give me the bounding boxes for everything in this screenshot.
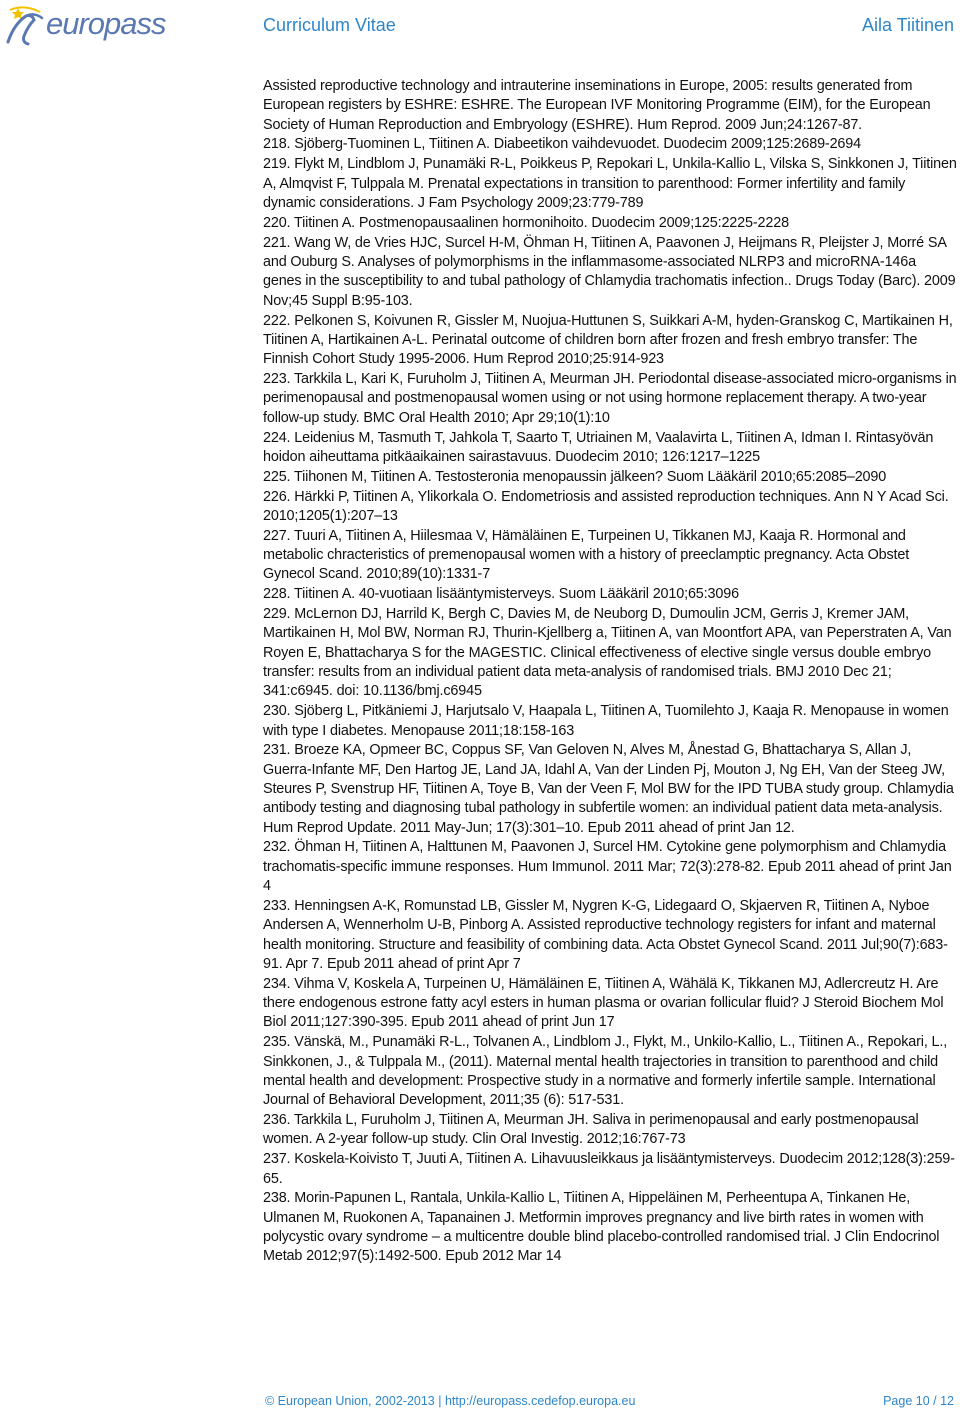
publication-entry: 218. Sjöberg-Tuominen L, Tiitinen A. Diabeetikon vaihdevuodet. Duodecim 2009;125:2689-2694 [263,136,861,153]
publication-entry: 236. Tarkkila L, Furuholm J, Tiitinen A, Meurman JH. Saliva in perimenopausal and early postmenopausal women. A 2-year follow-up study. Clin Oral Investig. 2012;16:767-73 [263,1112,919,1148]
footer-copyright-line [265,1394,635,1408]
logo-text: europass [46,6,166,41]
publication-entry: 234. Vihma V, Koskela A, Turpeinen U, Hämäläinen E, Tiitinen A, Wähälä K, Tikkanen MJ, Adlercreutz H. Are there endogenous estrone fatty acyl esters in human plasma or ovarian follicular fluid? J Steroid Biochem Mol Biol 2011;127:390-395. Epub 2011 ahead of print Jun 17 [263,975,944,1031]
publication-entry: 224. Leidenius M, Tasmuth T, Jahkola T, Saarto T, Utriainen M, Vaalavirta L, Tiitinen A, Idman I. Rintasyövän hoidon aiheuttama pitkäaikainen sairastavuus. Duodecim 2010; 126:1217–1225 [263,429,934,465]
publication-entry: 226. Härkki P, Tiitinen A, Ylikorkala O. Endometriosis and assisted reproduction techniques. Ann N Y Acad Sci. 2010;1205(1):207–13 [263,488,949,524]
publication-entry: 231. Broeze KA, Opmeer BC, Coppus SF, Van Geloven N, Alves M, Ånestad G, Bhattacharya S, Allan J, Guerra-Infante MF, Den Hartog JE, Land JA, Idahl A, Van der Linden Pj, Mouton J, Ng EH, Van der Steeg JW, Steures P, Svenstrup HF, Tiitinen A, Toye B, Van der Veen F, Mol BW for the IPD TUBA study group. Chlamydia antibody testing and diagnosing tubal pathology in subfertile women: an individual patient data meta-analysis. Hum Reprod Update. 2011 May-Jun; 17(3):301–10. Epub 2011 ahead of print Jan 12. [263,742,954,836]
publication-entry: 235. Vänskä, M., Punamäki R-L., Tolvanen A., Lindblom J., Flykt, M., Unkilo-Kallio, L., Tiitinen A., Repokari, L., Sinkkonen, J., & Tulppala M., (2011). Maternal mental health trajectories in transition to parenthood and child mental health and development: Prospective study in a normative and formerly infertile sample. International Journal of Behavioral Development, 2011;35 (6): 517-531. [263,1034,948,1109]
publication-entry: 225. Tiihonen M, Tiitinen A. Testosteronia menopaussin jälkeen? Suom Lääkäril 2010;65:2085–2090 [263,468,887,485]
publication-entry: 220. Tiitinen A. Postmenopausaalinen hormonihoito. Duodecim 2009;125:2225-2228 [263,214,789,231]
publication-entry: 229. McLernon DJ, Harrild K, Bergh C, Davies M, de Neuborg D, Dumoulin JCM, Gerris J, Kremer JAM, Martikainen H, Mol BW, Norman RJ, Thurin-Kjellberg a, Tiitinen A, van Moontfort APA, van Peperstraten A, Van Royen E, Bhattacharya S for the MAGESTIC. Clinical effectiveness of elective single versus double embryo transfer: results from an individual patient data meta-analysis of randomised trials. BMJ 2010 Dec 21; 341:c6945. doi: 10.1136/bmj.c6945 [263,606,952,700]
publication-list [263,77,958,1267]
page-number: Page 10 / 12 [883,1394,954,1408]
document-title: Curriculum Vitae [263,15,396,35]
publication-entry: Assisted reproductive technology and intrauterine inseminations in Europe, 2005: results generated from European registers by ESHRE: ESHRE. The European IVF Monitoring Programme (EIM), for the European Society of Human Reproduction and Embryology (ESHRE). Hum Reprod. 2009 Jun;24:1267-87. [263,78,931,133]
publication-entry: 219. Flykt M, Lindblom J, Punamäki R-L, Poikkeus P, Repokari L, Unkila-Kallio L, Vilska S, Sinkkonen J, Tiitinen A, Almqvist F, Tulppala M. Prenatal expectations in transition to parenthood: Former infertility and family dynamic considerations. J Fam Psychology 2009;23:779-789 [263,156,957,211]
publication-entry: 238. Morin-Papunen L, Rantala, Unkila-Kallio L, Tiitinen A, Hippeläinen M, Perheentupa A, Tinkanen He, Ulmanen M, Ruokonen A, Tapanainen J. Metformin improves pregnancy and live birth rates in women with polycystic ovary syndrome – a multicentre double blind placebo-controlled randomised trial. J Clin Endocrinol Metab 2012;97(5):1492-500. Epub 2012 Mar 14 [263,1190,940,1265]
publication-entry: 232. Öhman H, Tiitinen A, Halttunen M, Paavonen J, Surcel HM. Cytokine gene polymorphism and Chlamydia trachomatis-specific immune responses. Hum Immunol. 2011 Mar; 72(3):278-82. Epub 2011 ahead of print Jan 4 [263,839,952,895]
person-name: Aila Tiitinen [861,15,954,35]
page-footer [0,1394,960,1414]
publication-entry: 227. Tuuri A, Tiitinen A, Hiilesmaa V, Hämäläinen E, Turpeinen U, Tikkanen MJ, Kaaja R. Hormonal and metabolic chracteristics of premenopausal women with a history of preeclamptic pregnancy. Acta Obstet Gynecol Scand. 2010;89(10):1331-7 [263,527,910,583]
copyright-text: © European Union, 2002-2013 [265,1394,435,1408]
europass-logo [4,2,164,48]
publication-entry: 228. Tiitinen A. 40-vuotiaan lisääntymisterveys. Suom Lääkäril 2010;65:3096 [263,586,739,603]
publication-entry: 222. Pelkonen S, Koivunen R, Gissler M, Nuojua-Huttunen S, Suikkari A-M, hyden-Granskog C, Martikainen H, Tiitinen A, Hartikainen A-L. Perinatal outcome of children born after frozen and fresh embryo transfer: The Finnish Cohort Study 1995-2006. Hum Reprod 2010;25:914-923 [263,312,953,368]
page-header [0,0,960,60]
publication-entry: 223. Tarkkila L, Kari K, Furuholm J, Tiitinen A, Meurman JH. Periodontal disease-associated micro-organisms in perimenopausal and postmenopausal women using or not using hormone replacement therapy. A two-year follow-up study. BMC Oral Health 2010; Apr 29;10(1):10 [263,371,957,426]
europass-link[interactable]: http://europass.cedefop.europa.eu [444,1394,636,1408]
publication-entry: 237. Koskela-Koivisto T, Juuti A, Tiitinen A. Lihavuusleikkaus ja lisääntymisterveys. Duodecim 2012;128(3):259-65. [263,1151,955,1187]
publication-entry: 233. Henningsen A-K, Romunstad LB, Gissler M, Nygren K-G, Lidegaard O, Skjaerven R, Tiitinen A, Nyboe Andersen A, Wennerholm U-B, Pinborg A. Assisted reproductive technology registers for infant and maternal health monitoring. Structure and feasibility of combining data. Acta Obstet Gynecol Scand. 2011 Jul;90(7):683-91. Apr 7. Epub 2011 ahead of print Apr 7 [263,897,948,972]
publication-entry: 230. Sjöberg L, Pitkäniemi J, Harjutsalo V, Haapala L, Tiitinen A, Tuomilehto J, Kaaja R. Menopause in women with type I diabetes. Menopause 2011;18:158-163 [263,703,949,739]
footer-separator: | [438,1394,442,1408]
publication-entry: 221. Wang W, de Vries HJC, Surcel H-M, Öhman H, Tiitinen A, Paavonen J, Heijmans R, Pleijster J, Morré SA and Ouburg S. Analyses of polymorphisms in the inflammasome-associated NLRP3 and microRNA-146a genes in the susceptibility to and tubal pathology of Chlamydia trachomatis infection.. Drugs Today (Barc). 2009 Nov;45 Suppl B:95-103. [263,234,956,309]
